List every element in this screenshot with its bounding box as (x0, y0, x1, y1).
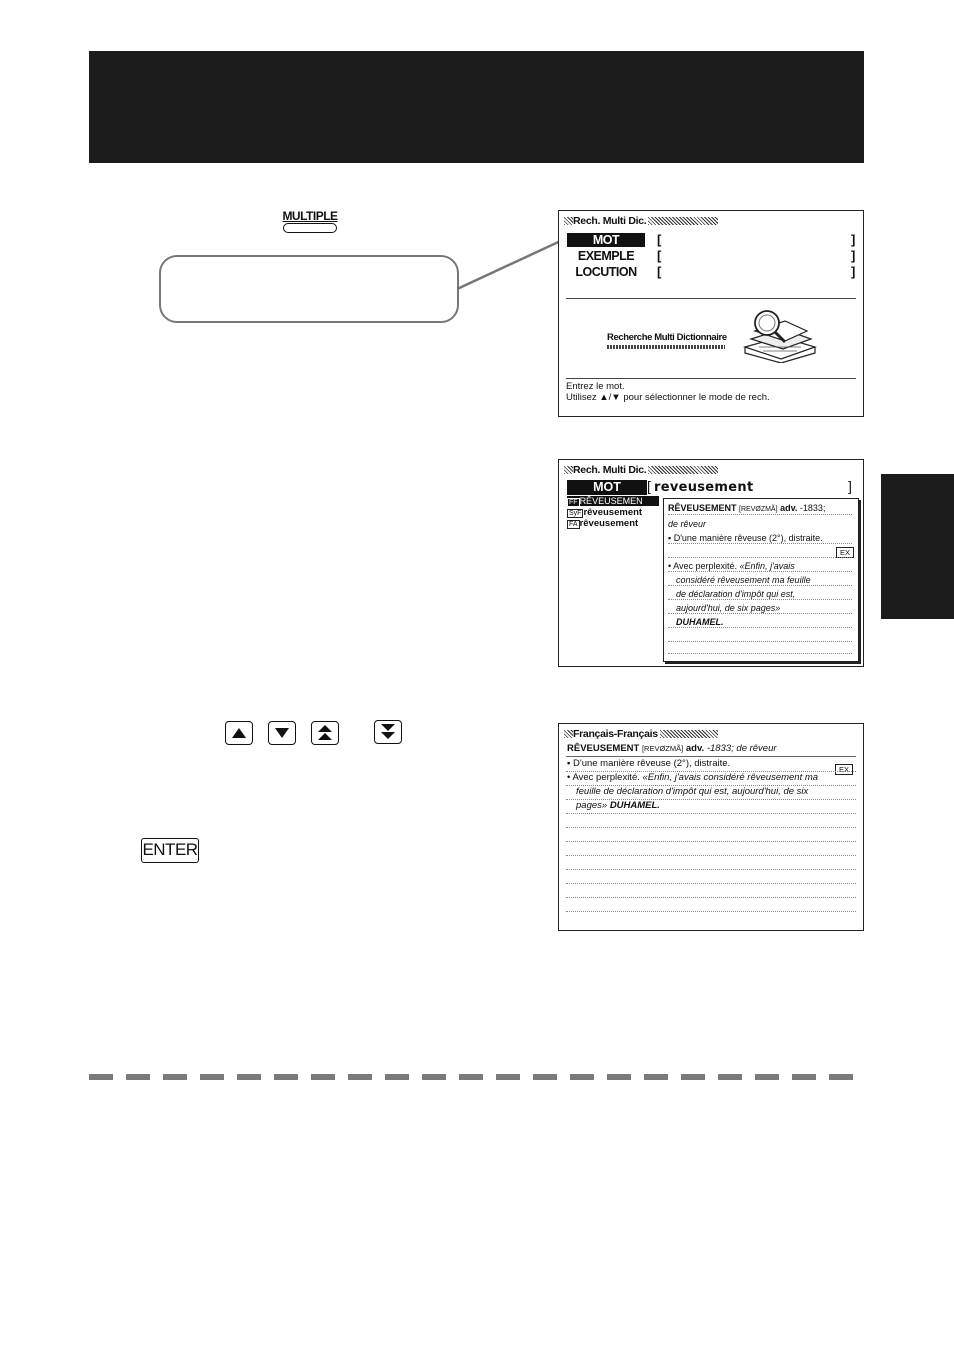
definition-popup: RÊVEUSEMENT [REVØZMÃ] adv. -1833; de rêveur ▪ D'une manière rêveuse (2°), distraite. EX • Avec perplexité. «Enfin, j'avais considéré rêveusement ma feuille de déclaration d'impôt qui est, aujourd'hui, de six pages» DUHAMEL. (663, 498, 859, 662)
screen-multi-search (558, 210, 864, 417)
entry-def-2: • Avec perplexité. «Enfin, j'avais considéré rêveusement ma (567, 772, 819, 783)
mode-mot: MOT [ ] (567, 233, 645, 248)
down-arrow-key-icon (268, 721, 296, 745)
screen3-title: Français-Français (564, 728, 718, 740)
books-magnifier-icon (741, 307, 819, 363)
multiple-key-label: MULTIPLE (282, 209, 338, 223)
list-item: FA rêveusement (569, 518, 639, 529)
enter-key-icon: ENTER (141, 838, 199, 863)
multiple-key-icon (281, 210, 339, 234)
list-item: FF RÊVEUSEMEN (567, 496, 659, 506)
dashed-divider (89, 1074, 864, 1080)
screen1-title: Rech. Multi Dic. (564, 215, 718, 227)
header-band (89, 51, 864, 163)
ex-badge: EX (835, 759, 853, 777)
screen-dictionary-entry: Français-Français RÊVEUSEMENT [REVØZMÃ] adv. -1833; de rêveur ▪ D'une manière rêveuse (2°), distraite. EX • Avec perplexité. «Enfin, j'avais considéré rêveusement ma feuille de déclaration d'impôt qui est, aujourd'hui, de six pages» DUHAMEL. (558, 723, 864, 931)
up-arrow-key-icon (225, 721, 253, 745)
logo-text: Recherche Multi Dictionnaire (607, 332, 727, 343)
mode-exemple: EXEMPLE [ ] (577, 248, 855, 263)
page-up-key-icon (311, 721, 339, 745)
screen2-title: Rech. Multi Dic. (564, 464, 718, 476)
ex-badge: EX (836, 547, 854, 558)
mode-locution: LOCUTION [ ] (575, 264, 855, 279)
entry-headline: RÊVEUSEMENT [REVØZMÃ] adv. -1833; de rêveur (567, 743, 777, 754)
search-input-value: reveusement (654, 480, 754, 495)
entry-def-1: ▪ D'une manière rêveuse (2°), distraite. (567, 758, 731, 769)
screen-search-results: Rech. Multi Dic. MOT [ reveusement ] FF RÊVEUSEMEN SyF rêveusement FA rêveusement RÊVEUSEMENT [REVØZMÃ] adv. -1833; de rêveur ▪ D'une manière rêveuse (2°), distraite. EX • Avec perplexité. «Enfin, j'avais considéré rêveusement ma feuille de déclaration d'impôt qui est, aujourd'hui, de six pages» DUHAMEL. (558, 459, 864, 667)
callout-bubble (159, 255, 459, 323)
list-item: SyF rêveusement (569, 507, 643, 518)
mode-mot: MOT (567, 480, 647, 495)
section-tab (881, 474, 954, 619)
hint-line-1: Entrez le mot. (566, 381, 625, 392)
hint-line-2: Utilisez ▲/▼ pour sélectionner le mode de rech. (566, 392, 770, 403)
page-down-key-icon (374, 720, 402, 744)
